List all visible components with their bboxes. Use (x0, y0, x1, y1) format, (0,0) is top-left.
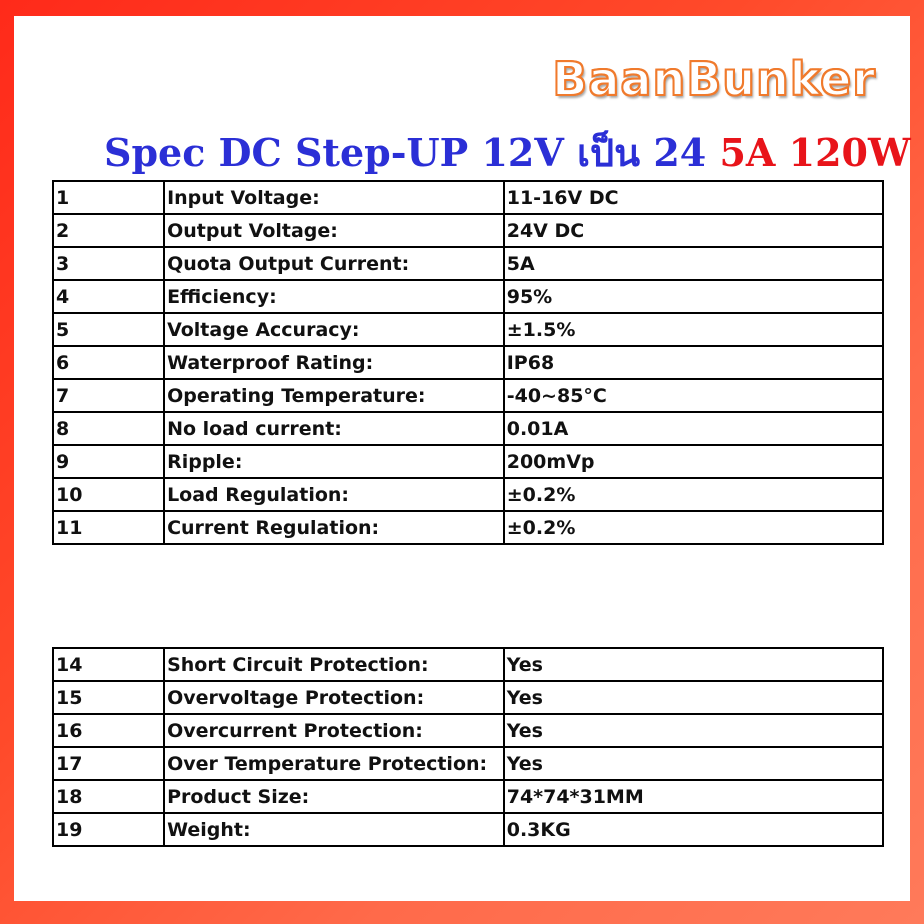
row-number: 17 (53, 747, 164, 780)
spec-value: 0.01A (504, 412, 883, 445)
spec-value: ±0.2% (504, 478, 883, 511)
spec-value: ±1.5% (504, 313, 883, 346)
brand-logo: BaanBunker (552, 52, 876, 106)
table-row (53, 379, 883, 412)
spec-value: IP68 (504, 346, 883, 379)
spec-name: Short Circuit Protection: (164, 648, 504, 681)
table-row (53, 214, 883, 247)
spec-name: Input Voltage: (164, 181, 504, 214)
spec-name: Waterproof Rating: (164, 346, 504, 379)
spec-name: Voltage Accuracy: (164, 313, 504, 346)
spec-name: Efficiency: (164, 280, 504, 313)
title-main: Spec DC Step-UP 12V เป็น 24 (104, 130, 707, 175)
spec-value: 200mVp (504, 445, 883, 478)
spec-value: Yes (504, 747, 883, 780)
table-row (53, 412, 883, 445)
table-row (53, 313, 883, 346)
spec-value: -40~85°C (504, 379, 883, 412)
spec-name: Overcurrent Protection: (164, 714, 504, 747)
spec-name: No load current: (164, 412, 504, 445)
spec-value: 74*74*31MM (504, 780, 883, 813)
spec-value: 24V DC (504, 214, 883, 247)
spec-name: Product Size: (164, 780, 504, 813)
spec-name: Current Regulation: (164, 511, 504, 544)
row-number: 2 (53, 214, 164, 247)
row-number: 6 (53, 346, 164, 379)
spec-name: Output Voltage: (164, 214, 504, 247)
row-number: 4 (53, 280, 164, 313)
row-number: 5 (53, 313, 164, 346)
spec-value: 5A (504, 247, 883, 280)
table-row (53, 648, 883, 681)
spec-value: 95% (504, 280, 883, 313)
table-row (53, 445, 883, 478)
table-row (53, 280, 883, 313)
table-row (53, 714, 883, 747)
row-number: 18 (53, 780, 164, 813)
spec-name: Over Temperature Protection: (164, 747, 504, 780)
spec-value: ±0.2% (504, 511, 883, 544)
table-gap (53, 544, 883, 648)
row-number: 7 (53, 379, 164, 412)
spec-value: 0.3KG (504, 813, 883, 846)
spec-name: Weight: (164, 813, 504, 846)
spec-value: 11-16V DC (504, 181, 883, 214)
spec-name: Overvoltage Protection: (164, 681, 504, 714)
blank-cell (53, 544, 883, 648)
table-row (53, 813, 883, 846)
row-number: 15 (53, 681, 164, 714)
row-number: 1 (53, 181, 164, 214)
row-number: 14 (53, 648, 164, 681)
row-number: 9 (53, 445, 164, 478)
row-number: 16 (53, 714, 164, 747)
row-number: 19 (53, 813, 164, 846)
spec-name: Operating Temperature: (164, 379, 504, 412)
spec-name: Quota Output Current: (164, 247, 504, 280)
spec-name: Load Regulation: (164, 478, 504, 511)
row-number: 8 (53, 412, 164, 445)
table-row (53, 247, 883, 280)
table-row (53, 346, 883, 379)
table-row (53, 478, 883, 511)
spec-value: Yes (504, 681, 883, 714)
table-row (53, 511, 883, 544)
table-row (53, 780, 883, 813)
table-row (53, 181, 883, 214)
spec-table (52, 180, 884, 847)
table-row (53, 747, 883, 780)
row-number: 10 (53, 478, 164, 511)
spec-value: Yes (504, 648, 883, 681)
spec-value: Yes (504, 714, 883, 747)
spec-name: Ripple: (164, 445, 504, 478)
page-title (104, 122, 911, 183)
row-number: 3 (53, 247, 164, 280)
row-number: 11 (53, 511, 164, 544)
table-row (53, 681, 883, 714)
title-highlight: 5A 120W (719, 130, 911, 175)
